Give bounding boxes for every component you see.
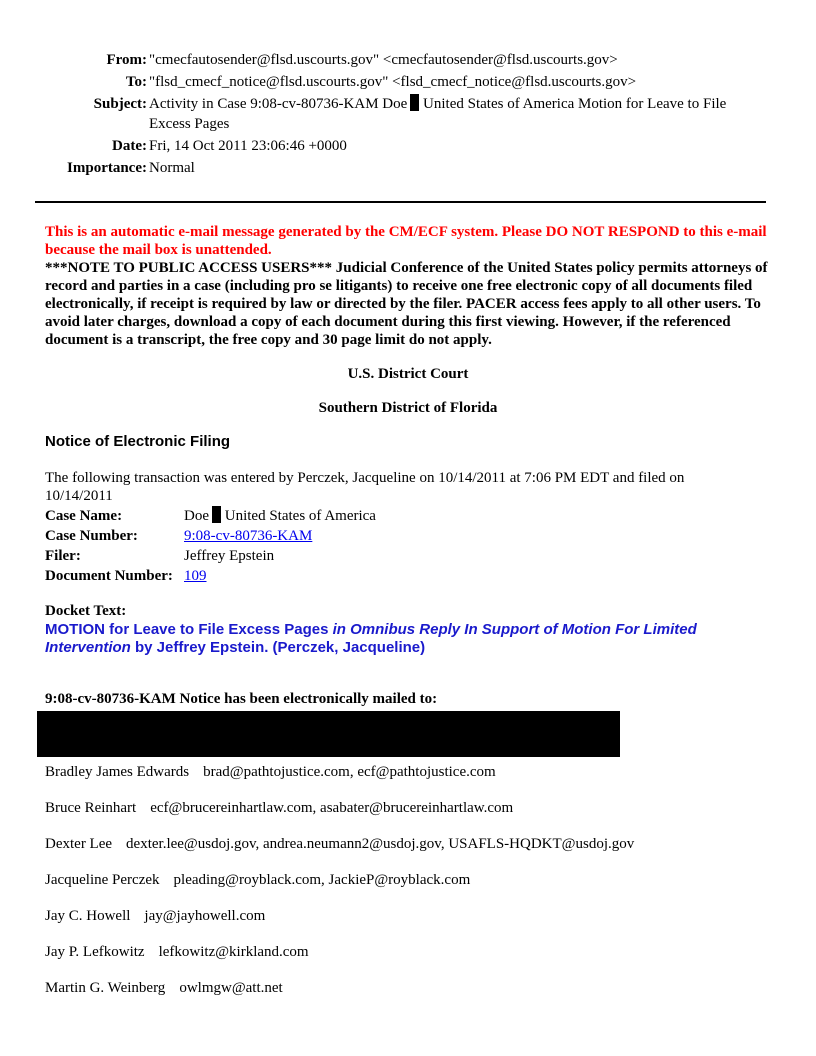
header-value: Normal — [149, 160, 195, 176]
recipient-name: Jay C. Howell — [45, 908, 131, 924]
recipient-name: Jay P. Lefkowitz — [45, 944, 145, 960]
header-label: Subject: — [93, 96, 147, 112]
case-number-link[interactable]: 9:08-cv-80736-KAM — [184, 528, 313, 544]
docket-text — [45, 621, 765, 657]
header-value: "flsd_cmecf_notice@flsd.uscourts.gov" <flsd_cmecf_notice@flsd.uscourts.gov> — [149, 74, 637, 90]
mailed-heading: 9:08-cv-80736-KAM Notice has been electronically mailed to: — [45, 691, 438, 707]
recipient-row — [45, 800, 513, 817]
recipient-name: Jacqueline Perczek — [45, 872, 160, 888]
email-headers — [40, 50, 780, 180]
recipient-emails: dexter.lee@usdoj.gov, andrea.neumann2@usdoj.gov, USAFLS-HQDKT@usdoj.gov — [126, 836, 635, 852]
court-district: Southern District of Florida — [318, 400, 498, 416]
header-divider — [35, 201, 766, 203]
redaction-mark — [410, 94, 419, 111]
header-importance — [40, 158, 780, 178]
recipient-emails: jay@jayhowell.com — [144, 908, 266, 924]
header-value: Fri, 14 Oct 2011 23:06:46 +0000 — [149, 138, 347, 154]
case-name-end: United States of America — [221, 508, 376, 524]
header-date — [40, 136, 780, 156]
subject-text-end: United States of America Motion for Leave to File Excess Pages — [149, 96, 727, 132]
recipient-emails: ecf@brucereinhartlaw.com, asabater@brucereinhartlaw.com — [150, 800, 514, 816]
filer-label: Filer: — [45, 548, 81, 564]
public-access-note: ***NOTE TO PUBLIC ACCESS USERS*** Judicial Conference of the United States policy permits attorneys of record and parties in a case (including pro se litigants) to receive one free electronic copy of all documents filed electronically, if receipt is required by law or directed by the filer. PACER access fees apply to all other users. To avoid later charges, download a copy of each document during this first viewing. However, if the referenced document is a transcript, the free copy and 30 page limit do not apply. — [45, 260, 768, 348]
document-number-label: Document Number: — [45, 568, 173, 584]
header-to — [40, 72, 780, 92]
docket-text-part: MOTION for Leave to File Excess Pages — [45, 621, 333, 638]
redaction-mark — [212, 506, 221, 523]
recipient-row — [45, 980, 283, 997]
document-number-row — [45, 566, 376, 586]
docket-text-label: Docket Text: — [45, 603, 127, 619]
header-from — [40, 50, 780, 70]
header-value: "cmecfautosender@flsd.uscourts.gov" <cmecfautosender@flsd.uscourts.gov> — [149, 52, 618, 68]
header-label: Importance: — [67, 160, 147, 176]
system-notice — [45, 223, 773, 349]
recipient-row — [45, 764, 496, 781]
recipient-row — [45, 872, 470, 889]
subject-text-start: Activity in Case 9:08-cv-80736-KAM Doe — [149, 96, 408, 112]
header-label: To: — [125, 74, 147, 90]
case-name-label: Case Name: — [45, 508, 123, 524]
recipient-emails: pleading@royblack.com, JackieP@royblack.com — [173, 872, 471, 888]
header-subject — [40, 94, 780, 134]
recipient-emails: lefkowitz@kirkland.com — [158, 944, 309, 960]
case-number-row — [45, 526, 376, 546]
recipient-emails: brad@pathtojustice.com, ecf@pathtojustice.com — [203, 764, 496, 780]
court-name: U.S. District Court — [347, 366, 469, 382]
nef-title: Notice of Electronic Filing — [45, 433, 231, 450]
header-label: From: — [106, 52, 147, 68]
recipient-row — [45, 908, 265, 925]
case-number-label: Case Number: — [45, 528, 138, 544]
document-number-link[interactable]: 109 — [184, 568, 207, 584]
case-name-value — [184, 506, 376, 526]
transaction-text: The following transaction was entered by Perczek, Jacqueline on 10/14/2011 at 7:06 PM EDT and filed on 10/14/2011 — [45, 470, 685, 504]
auto-message-warning: This is an automatic e-mail message generated by the CM/ECF system. Please DO NOT RESPOND to this e-mail because the mail box is unattended. — [45, 224, 767, 258]
recipient-name: Martin G. Weinberg — [45, 980, 166, 996]
case-name-start: Doe — [184, 508, 209, 524]
recipient-row — [45, 944, 309, 961]
recipient-row — [45, 836, 634, 853]
redaction-block — [37, 711, 620, 757]
header-value — [147, 94, 749, 134]
case-info-table — [45, 506, 376, 586]
filer-row — [45, 546, 376, 566]
recipient-name: Bradley James Edwards — [45, 764, 190, 780]
filer-value: Jeffrey Epstein — [184, 548, 275, 564]
case-name-row — [45, 506, 376, 526]
recipient-emails: owlmgw@att.net — [179, 980, 283, 996]
docket-text-italic: in Omnibus Reply In Support of Motion For Limited Intervention — [45, 621, 697, 656]
header-label: Date: — [112, 138, 147, 154]
recipient-name: Dexter Lee — [45, 836, 113, 852]
recipient-name: Bruce Reinhart — [45, 800, 137, 816]
docket-text-part: by Jeffrey Epstein. (Perczek, Jacqueline) — [130, 639, 426, 656]
